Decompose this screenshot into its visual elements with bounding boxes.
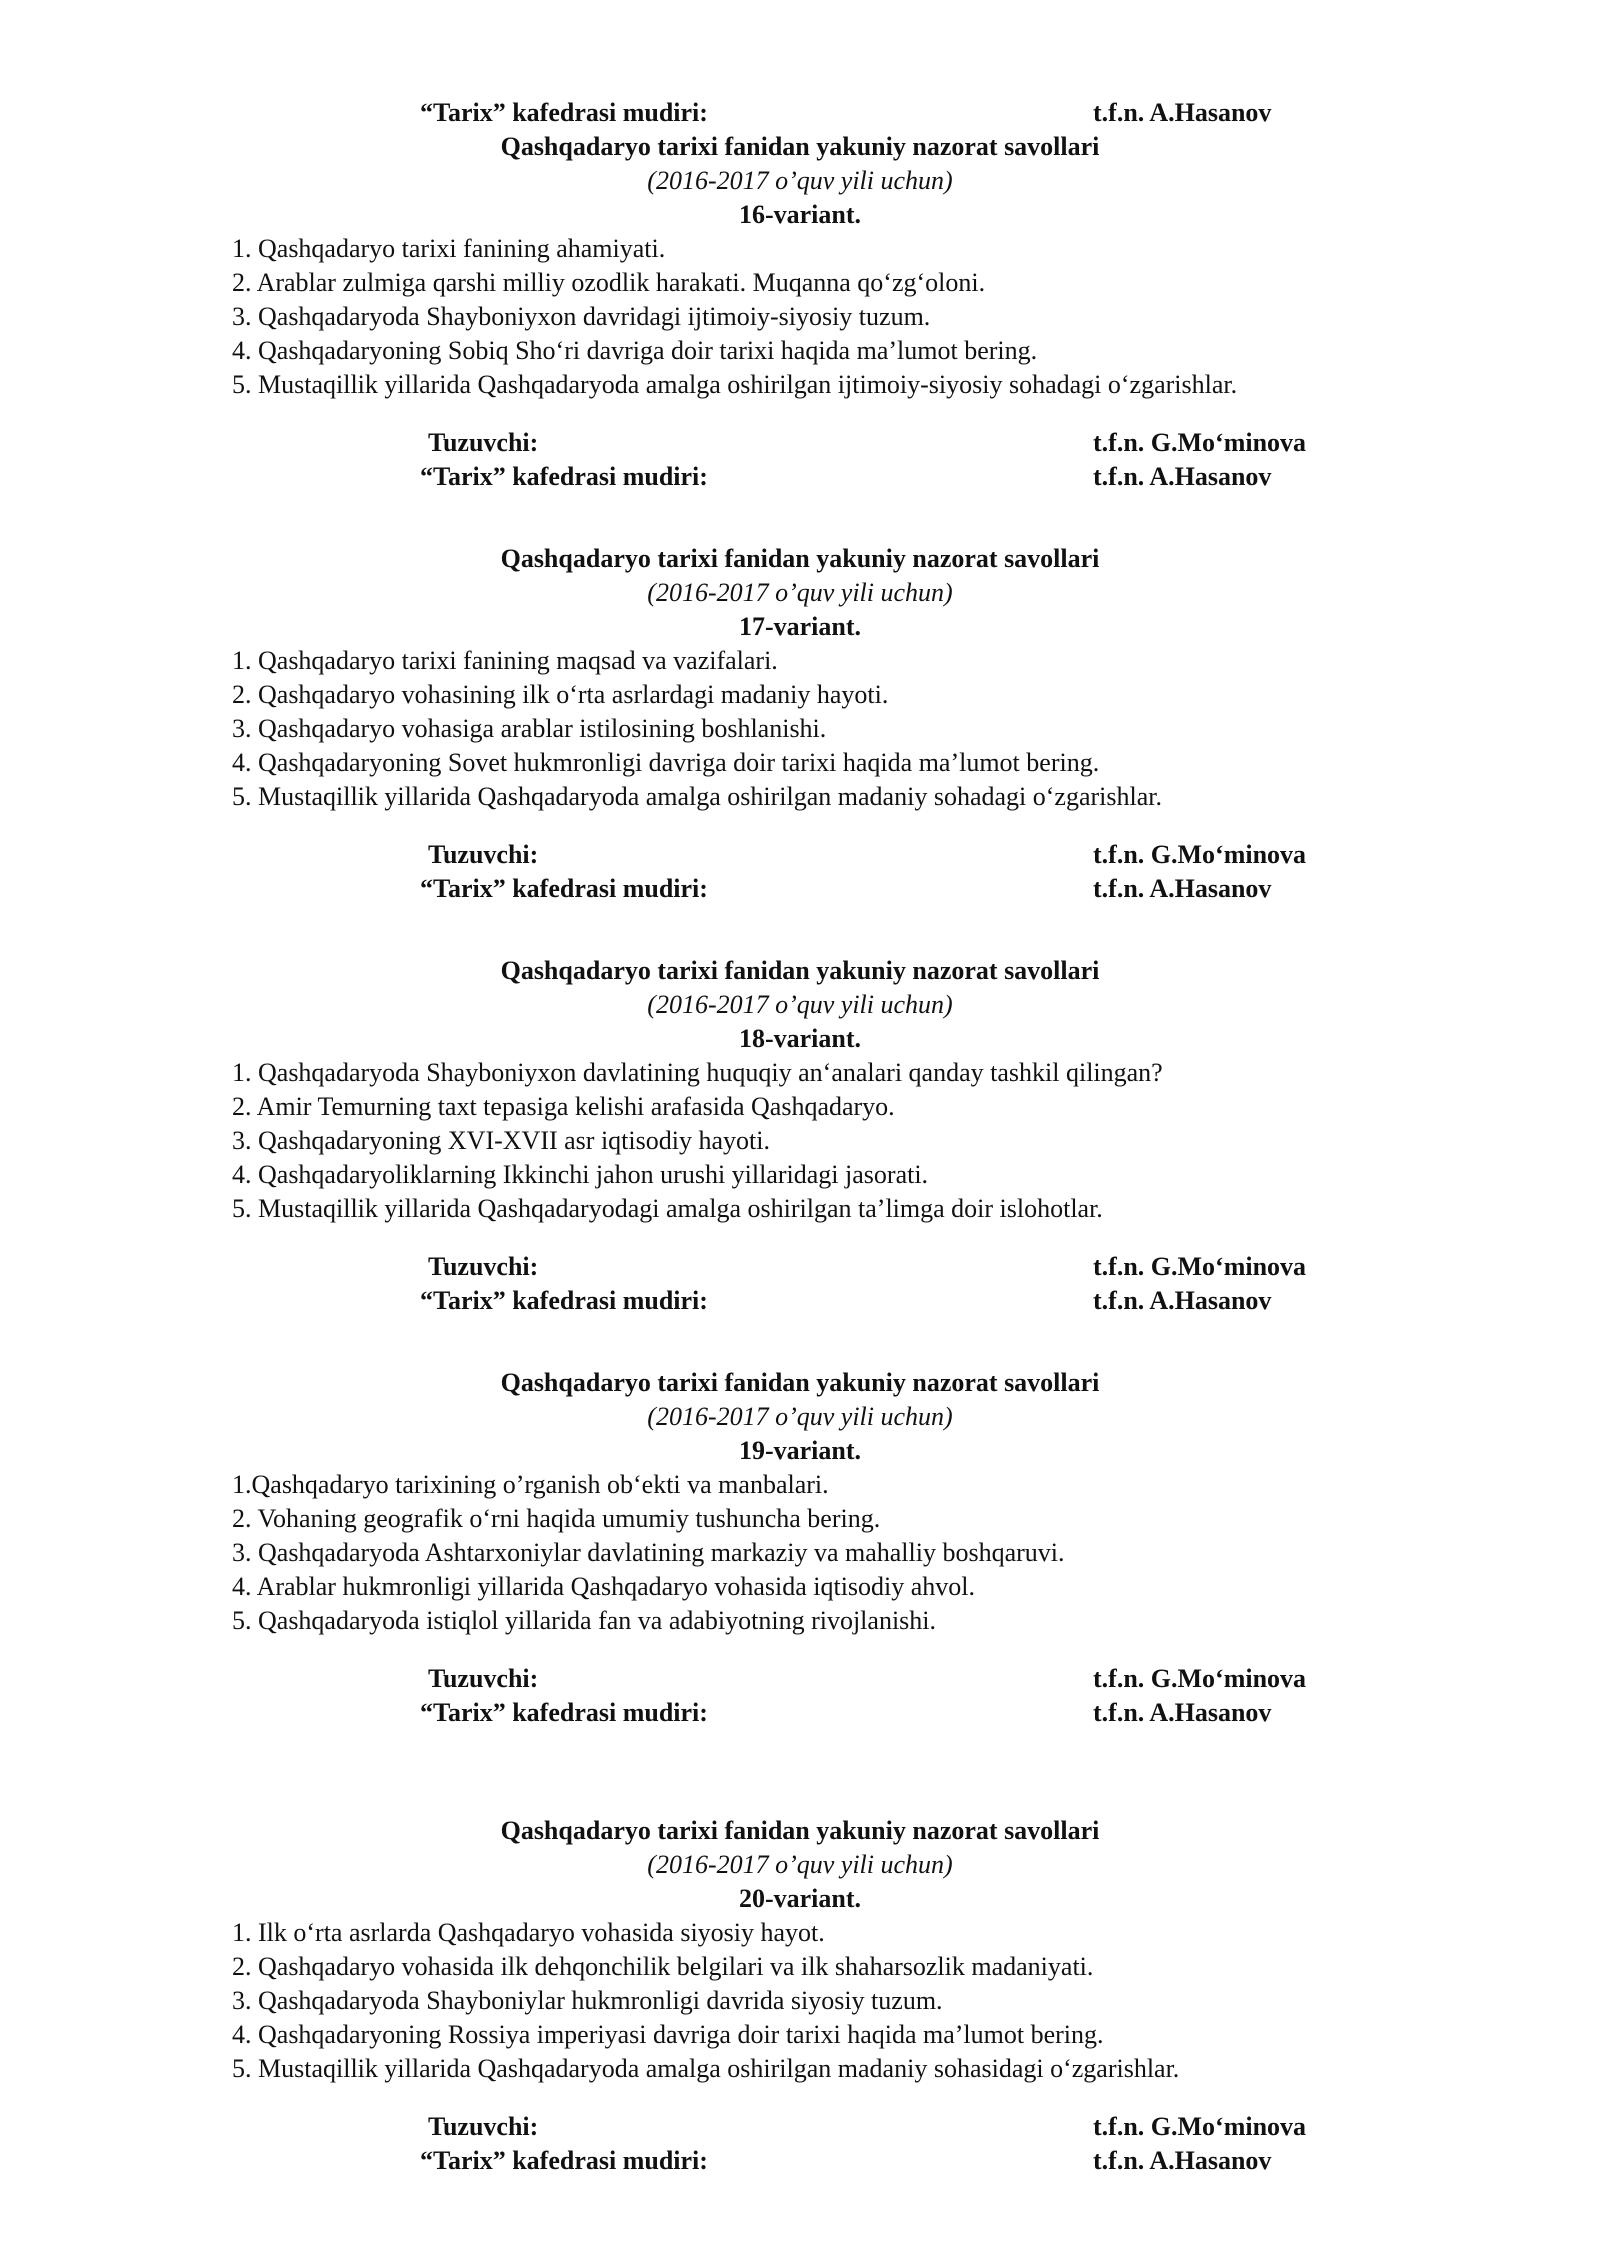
question-item: 4. Arablar hukmronligi yillarida Qashqadaryo vohasida iqtisodiy ahvol. xyxy=(232,1572,976,1601)
variant-number: 19-variant. xyxy=(738,1436,862,1465)
variant-number: 17-variant. xyxy=(738,612,862,641)
dept-value: t.f.n. A.Hasanov xyxy=(1093,2146,1272,2175)
question-item: 5. Mustaqillik yillarida Qashqadaryoda amalga oshirilgan madaniy sohasidagi o‘zgarishlar. xyxy=(232,2054,1180,2083)
question-item: 3. Qashqadaryoda Shayboniylar hukmronligi davrida siyosiy tuzum. xyxy=(232,1986,943,2015)
composer-value: t.f.n. G.Mo‘minova xyxy=(1093,428,1307,457)
question-item: 3. Qashqadaryoda Shayboniyxon davridagi ijtimoiy-siyosiy tuzum. xyxy=(232,302,931,331)
top-dept-label: “Tarix” kafedrasi mudiri: xyxy=(420,98,708,127)
question-item: 3. Qashqadaryoning XVI-XVII asr iqtisodiy hayoti. xyxy=(232,1126,770,1155)
question-item: 2. Qashqadaryo vohasining ilk o‘rta asrlardagi madaniy hayoti. xyxy=(232,680,889,709)
variant-number: 16-variant. xyxy=(738,200,862,229)
dept-value: t.f.n. A.Hasanov xyxy=(1093,874,1272,903)
variant-title: Qashqadaryo tarixi fanidan yakuniy nazorat savollari xyxy=(500,956,1100,985)
composer-label: Tuzuvchi: xyxy=(428,1252,539,1281)
question-item: 4. Qashqadaryoning Sobiq Sho‘ri davriga doir tarixi haqida ma’lumot bering. xyxy=(232,336,1038,365)
dept-value: t.f.n. A.Hasanov xyxy=(1093,1698,1272,1727)
question-item: 1. Qashqadaryo tarixi fanining maqsad va vazifalari. xyxy=(232,646,778,675)
variant-title: Qashqadaryo tarixi fanidan yakuniy nazorat savollari xyxy=(500,544,1100,573)
variant-year: (2016-2017 o’quv yili uchun) xyxy=(647,578,953,607)
variant-number: 18-variant. xyxy=(738,1024,862,1053)
composer-value: t.f.n. G.Mo‘minova xyxy=(1093,1252,1307,1281)
dept-label: “Tarix” kafedrasi mudiri: xyxy=(420,462,708,491)
question-item: 1. Qashqadaryo tarixi fanining ahamiyati. xyxy=(232,234,666,263)
question-item: 5. Qashqadaryoda istiqlol yillarida fan va adabiyotning rivojlanishi. xyxy=(232,1606,937,1635)
dept-label: “Tarix” kafedrasi mudiri: xyxy=(420,874,708,903)
dept-label: “Tarix” kafedrasi mudiri: xyxy=(420,1286,708,1315)
question-item: 5. Mustaqillik yillarida Qashqadaryoda amalga oshirilgan madaniy sohadagi o‘zgarishlar. xyxy=(232,782,1162,811)
variant-title: Qashqadaryo tarixi fanidan yakuniy nazorat savollari xyxy=(500,1816,1100,1845)
composer-label: Tuzuvchi: xyxy=(428,2112,539,2141)
question-item: 5. Mustaqillik yillarida Qashqadaryoda amalga oshirilgan ijtimoiy-siyosiy sohadagi o‘zgarishlar. xyxy=(232,370,1238,399)
variant-year: (2016-2017 o’quv yili uchun) xyxy=(647,166,953,195)
question-item: 3. Qashqadaryo vohasiga arablar istilosining boshlanishi. xyxy=(232,714,827,743)
dept-label: “Tarix” kafedrasi mudiri: xyxy=(420,1698,708,1727)
variant-year: (2016-2017 o’quv yili uchun) xyxy=(647,1850,953,1879)
question-item: 2. Vohaning geografik o‘rni haqida umumiy tushuncha bering. xyxy=(232,1504,881,1533)
question-item: 4. Qashqadaryoning Rossiya imperiyasi davriga doir tarixi haqida ma’lumot bering. xyxy=(232,2020,1104,2049)
question-item: 5. Mustaqillik yillarida Qashqadaryodagi amalga oshirilgan ta’limga doir islohotlar. xyxy=(232,1194,1103,1223)
question-item: 4. Qashqadaryoning Sovet hukmronligi davriga doir tarixi haqida ma’lumot bering. xyxy=(232,748,1100,777)
top-dept-value: t.f.n. A.Hasanov xyxy=(1093,98,1272,127)
dept-value: t.f.n. A.Hasanov xyxy=(1093,1286,1272,1315)
variant-year: (2016-2017 o’quv yili uchun) xyxy=(647,990,953,1019)
composer-label: Tuzuvchi: xyxy=(428,1664,539,1693)
question-item: 4. Qashqadaryoliklarning Ikkinchi jahon urushi yillaridagi jasorati. xyxy=(232,1160,929,1189)
question-item: 2. Amir Temurning taxt tepasiga kelishi arafasida Qashqadaryo. xyxy=(232,1092,895,1121)
question-item: 1.Qashqadaryo tarixining o’rganish ob‘ekti va manbalari. xyxy=(232,1470,829,1499)
composer-label: Tuzuvchi: xyxy=(428,428,539,457)
variant-title: Qashqadaryo tarixi fanidan yakuniy nazorat savollari xyxy=(500,1368,1100,1397)
variant-year: (2016-2017 o’quv yili uchun) xyxy=(647,1402,953,1431)
question-item: 1. Qashqadaryoda Shayboniyxon davlatining huquqiy an‘analari qanday tashkil qilingan? xyxy=(232,1058,1163,1087)
question-item: 3. Qashqadaryoda Ashtarxoniylar davlatining markaziy va mahalliy boshqaruvi. xyxy=(232,1538,1065,1567)
composer-value: t.f.n. G.Mo‘minova xyxy=(1093,840,1307,869)
composer-value: t.f.n. G.Mo‘minova xyxy=(1093,1664,1307,1693)
composer-label: Tuzuvchi: xyxy=(428,840,539,869)
question-item: 2. Qashqadaryo vohasida ilk dehqonchilik belgilari va ilk shaharsozlik madaniyati. xyxy=(232,1952,1094,1981)
dept-label: “Tarix” kafedrasi mudiri: xyxy=(420,2146,708,2175)
variant-number: 20-variant. xyxy=(738,1884,862,1913)
question-item: 1. Ilk o‘rta asrlarda Qashqadaryo vohasida siyosiy hayot. xyxy=(232,1918,825,1947)
dept-value: t.f.n. A.Hasanov xyxy=(1093,462,1272,491)
composer-value: t.f.n. G.Mo‘minova xyxy=(1093,2112,1307,2141)
variant-title: Qashqadaryo tarixi fanidan yakuniy nazorat savollari xyxy=(500,132,1100,161)
question-item: 2. Arablar zulmiga qarshi milliy ozodlik harakati. Muqanna qo‘zg‘oloni. xyxy=(232,268,986,297)
